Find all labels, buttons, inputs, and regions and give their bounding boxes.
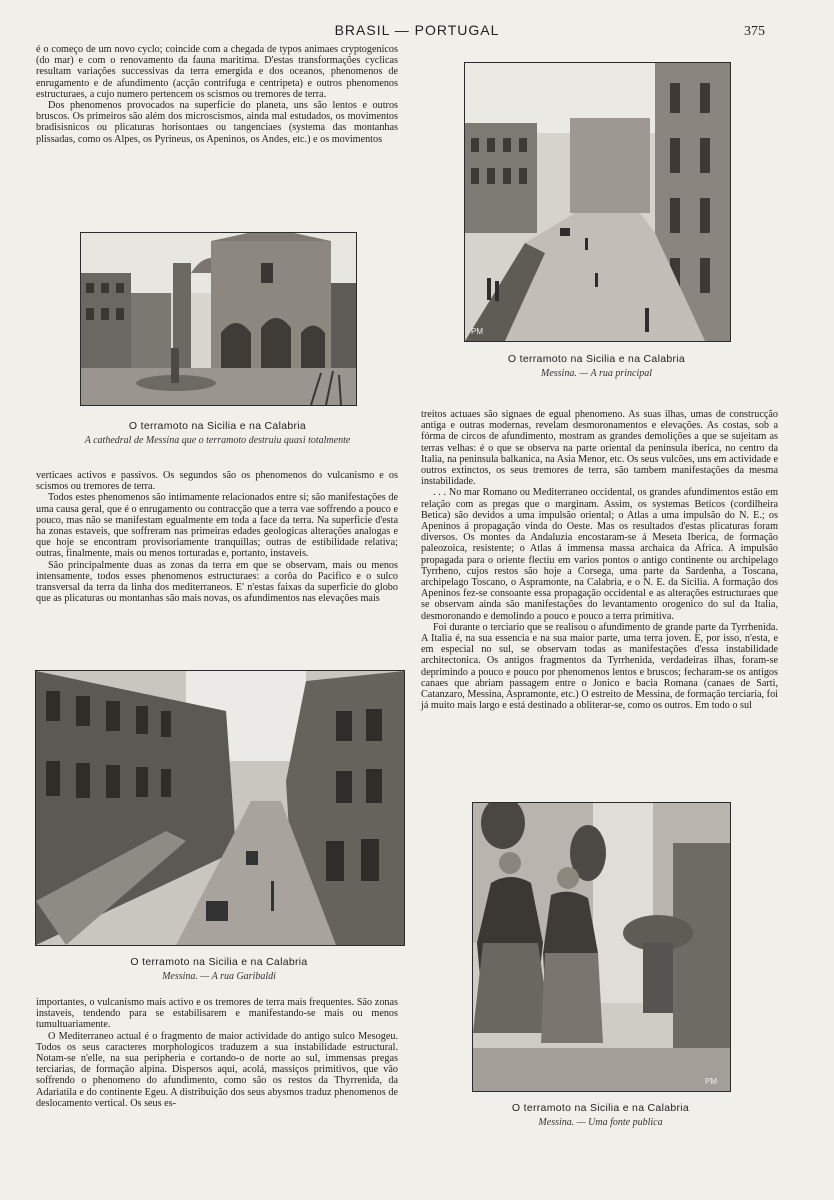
photo-monogram: PM — [705, 1077, 717, 1086]
paragraph: O Mediterraneo actual é o fragmento de maior actividade do antigo sulco Mesogeu. Todos os seus caracteres morphologicos traduzem a sua instabilidade estructural. Notam-se n'elle, na sua peripheria e cortando-o de norte ao sul, immensas pregas terciarias, de formação alpina. Dispersos aqui, acolá, massiços primitivos, que vão soffrendo o phenomeno do afundimento, como são os restos da Thyrrenida, da Adariatila e do continente Egeu. A distribuição dos seus abysmos traduz phenomenos de deslocamento vertical. Os seus es- — [36, 1030, 398, 1109]
paragraph: verticaes activos e passivos. Os segundos são os phenomenos do vulcanismo e os scismos ou tremores de terra. — [36, 470, 398, 493]
page-number: 375 — [744, 24, 765, 39]
paragraph: é o começo de um novo cyclo; coincide com a chegada de typos animaes cryptogenicos (do mar) e com o renovamento da fauna maritima. D'estas transformações cyclicas resultam variações successivas da terra emergida e dos oceanos, phenomenos de enrugamento e de afundimento (acção contrifuga e centripeta) e outros phenomenos estructuraes, a cujo numero pertencem os scismos ou tremores de terra. — [36, 44, 398, 100]
caption-garibaldi — [35, 956, 403, 982]
page-header-title: BRASIL — PORTUGAL — [334, 22, 500, 38]
paragraph: importantes, o vulcanismo mais activo e os tremores de terra mais frequentes. São zonas instaveis, tendendo para se estabilisarem e manifestando-se mais ou menos tumultuariamente. — [36, 997, 398, 1031]
photo-fonte-publica — [472, 802, 731, 1092]
caption-subtitle: Messina. — A rua principal — [540, 368, 653, 379]
paragraph: Todos estes phenomenos são intimamente relacionados entre si; são manifestações de uma causa geral, que é o enrugamento ou contracção que a terra vae soffrendo a pouco e pouco, mas não se manifestam egualmente em toda a face da terra. Na superficie d'esta ha zonas estaveis, que soffreram nas primeiras edades geologicas alterações analogas e que hoje se encontram provisoriamente tranquillas; outras de estibilidade relativa; outras, finalmente, mais ou menos torturadas e, portanto, instaveis. — [36, 492, 398, 560]
caption-title: O terramoto na Sicilia e na Calabria — [128, 420, 307, 432]
paragraph: Dos phenomenos provocados na superficie do planeta, uns são lentos e outros bruscos. Os primeiros são além dos microscismos, ainda mal estudados, os movimentos bradisisnicos ou plicaturas horisontaes ou tangenciaes (systema das montanhas plissadas, como os Alpes, os Pyrineus, os Apeninos, os Andes, etc.) e os movimentos — [36, 100, 398, 145]
photo-rua-garibaldi — [35, 670, 405, 946]
photo-cathedral-messina — [80, 232, 357, 406]
caption-title: O terramoto na Sicilia e na Calabria — [507, 353, 686, 365]
caption-title: O terramoto na Sicilia e na Calabria — [511, 1102, 690, 1114]
paragraph: treitos actuaes são signaes de egual phenomeno. As suas ilhas, umas de construcção antiga e outras modernas, revelam desmoronamentos e elevações. As costas, sob a fórma de circos de afundimento, mostram as grandes demolições a que se sujeitam as terras velhas: é o que se observa na parte oriental da peninsula iberica, no centro da Italia, na peninsula balkanica, na Asia Menor, etc. Os seus vulcões, uns em actividade e outros extinctos, os seus tremores de terra, são tambem manifestações da mesma instabilidade. — [421, 409, 778, 488]
photo-monogram: PM — [471, 327, 483, 336]
left-column-bottom-text — [36, 997, 398, 1109]
left-column-top-text — [36, 44, 398, 145]
caption-subtitle: A cathedral de Messina que o terramoto destruiu quasi totalmente — [84, 435, 351, 446]
right-column-text — [421, 409, 778, 711]
paragraph: São principalmente duas as zonas da terra em que se observam, mais ou menos intensamente, todos esses phenomenos estructuraes: a corôa do Pacifico e o sulco transversal da terra da linha dos mediterraneos. E' n'estas faixas da superficie do globo que as plicaturas ou montanhas são mais novas, os afundimentos nas elevações mais — [36, 559, 398, 605]
caption-subtitle: Messina. — A rua Garibaldi — [162, 971, 276, 982]
caption-main-street — [464, 353, 729, 379]
left-column-middle-text — [36, 470, 398, 604]
caption-fountain — [472, 1102, 729, 1128]
photo-rua-principal — [464, 62, 731, 342]
caption-title: O terramoto na Sicilia e na Calabria — [130, 956, 308, 968]
paragraph: . . . No mar Romano ou Mediterraneo occidental, os grandes afundimentos estão em relação com as pregas que o marginam. Assim, os systemas Beticos (cordilheira Betica) são devidos a uma impulsão oriental; o Atlas a uma impulsão do N. E.; os Apeninos á propagação vinda do Oeste. Mas os resultados d'estas plicaturas foram diversos. Os montes da Andaluzia encostaram-se á Meseta Iberica, de formação paleozoica, resistente; o Atlas á immensa massa archaica da Africa. A impulsão propagada para o oriente flectiu em varios pontos o antigo continente ou archipelago Tyrrheno, cujos restos são hoje a Corsega, uma parte da Sardenha, a Toscana, archipelago Toscano, o Aspramonte, na Calabria, e o N. E. da Sicilia. A formação dos Apeninos fez-se consoante essa propagação occidental e as alterações estructuraes que se observam ainda são manifestações do levantamento orogenico do sul da Italia, desmoronando e demolindo a pouco e pouco a terra primitiva. — [421, 487, 778, 622]
caption-cathedral — [80, 420, 355, 446]
caption-subtitle: Messina. — Uma fonte publica — [538, 1117, 663, 1128]
paragraph: Foi durante o terciario que se realisou o afundimento de grande parte da Tyrrhenida. A Italia é, na sua essencia e na sua maior parte, uma terra joven. E, por isso, n'esta, e em especial no sul, se observam todas as manifestações d'essa instabilidade architectonica. Os antigos fragmentos da Tyrrhenida, verdadeiras ilhas, foram-se deprimindo a pouco e pouco por phenomenos lentos e bruscos; fecharam-se os antigos canaes que abriam passagem entre o Jonico e bacia Romana (canaes de Sarti, Catanzaro, Messina, Aspramonte, etc.) O estreito de Messina, de formação terciaria, foi já muito mais largo e está destinado a obliterar-se, como os outros. Em todo o sul — [421, 621, 778, 712]
